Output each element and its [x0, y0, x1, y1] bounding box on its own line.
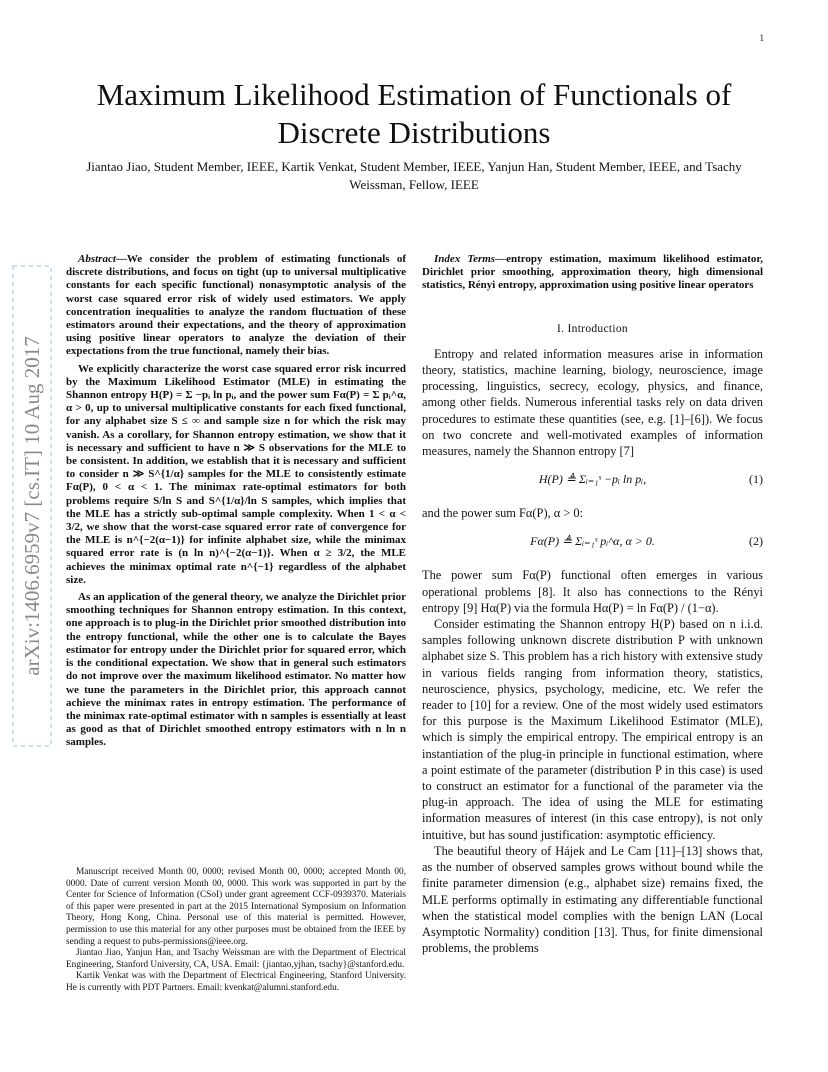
index-terms-label: Index Terms — [434, 253, 496, 265]
equation-2-number: (2) — [749, 534, 763, 549]
footnote-affiliation: Jiantao Jiao, Yanjun Han, and Tsachy Weissman are with the Department of Electrical Engineering, Stanford University, CA, USA. Email: {jiantao,yjhan, tsachy}@stanford.edu. — [66, 948, 406, 970]
abstract-paragraph-3: As an application of the general theory, we analyze the Dirichlet prior smoothing techniques for Shannon entropy estimation. In this context, one approach is to plug-in the Dirichlet prior smoothed distribution into the entropy functional, while the other one is to calculate the Bayes estimator for entropy under the Dirichlet prior for squared error, which is the conditional expectation. We show that in general such estimators do not improve over the maximum likelihood estimator. No matter how we tune the parameters in the Dirichlet prior, this approach cannot achieve the minimax rates in entropy estimation. The performance of the minimax rate-optimal estimator with n samples is essentially at least as good as that of Dirichlet smoothed entropy estimators with n ln n samples. — [66, 591, 406, 749]
intro-paragraph-3: The power sum Fα(P) functional often emerges in various operational problems [8]. It also has connections to the Rényi entropy [9] Hα(P) via the formula Hα(P) = ln Fα(P) / (1−α). — [422, 568, 763, 615]
equation-1-expression: H(P) ≜ Σᵢ₌₁ˢ −pᵢ ln pᵢ, — [538, 472, 647, 487]
intro-paragraph-1: Entropy and related information measures arise in information theory, statistics, machine learning, biology, neuroscience, image processing, linguistics, secrecy, ecology, physics, and finance, among other fields. Numerous inferential tasks rely on data driven procedures to estimate these quantities (see, e.g. [1]–[6]). We focus on two concrete and well-motivated examples of information measures, namely the Shannon entropy [7] — [422, 346, 763, 459]
equation-2-expression: Fα(P) ≜ Σᵢ₌₁ˢ pᵢ^α, α > 0. — [530, 534, 655, 549]
abstract-label: Abstract — [78, 253, 116, 265]
intro-paragraph-2: and the power sum Fα(P), α > 0: — [422, 506, 584, 521]
footnote-venkat: Kartik Venkat was with the Department of Electrical Engineering, Stanford University. He is currently with PDT Partners. Email: kvenkat@alumni.stanford.edu. — [66, 971, 406, 993]
intro-paragraph-4: Consider estimating the Shannon entropy H(P) based on n i.i.d. samples following unknown discrete distribution P with unknown alphabet size S. This problem has a rich history with extensive study in various fields ranging from information theory, statistics, neuroscience, physics, psychology, medicine, etc. We refer the reader to [10] for a review. One of the most widely used estimators for this purpose is the Maximum Likelihood Estimator (MLE), which is simply the empirical entropy. The empirical entropy is an instantiation of the plug-in principle in functional estimation, where a point estimate of the parameter (distribution P in this case) is used to construct an estimator for a functional of the parameter via the plug-in approach. The idea of using the MLE for estimating information measures of interest (in this case entropy), is not only intuitive, but has sound justification: asymptotic efficiency. — [422, 617, 763, 842]
author-list — [60, 158, 768, 194]
arxiv-identifier: arXiv:1406.6959v7 [cs.IT] 10 Aug 2017 — [20, 336, 44, 676]
arxiv-watermark — [12, 265, 52, 747]
page-number: 1 — [759, 33, 764, 43]
abstract-text-1: —We consider the problem of estimating functionals of discrete distributions, and focus on tight (up to universal multiplicative constants for each specific functional) nonasymptotic analysis of the worst case squared error risk of widely used estimators. We apply concentration inequalities to analyze the random fluctuation of these estimators around their expectations, and the theory of approximation using positive linear operators to analyze the deviation of their expectations from the true functional, namely their bias. — [66, 253, 406, 358]
footnote-manuscript: Manuscript received Month 00, 0000; revised Month 00, 0000; accepted Month 00, 0000. Date of current version Month 00, 0000. This work was supported in part by the Center for Science of Information (CSoI) under grant agreement CCF-0939370. Materials of this paper were presented in part at the 2015 International Symposium on Information Theory, Hong Kong, China. Personal use of this material is permitted. However, permission to use this material for any other purposes must be obtained from the IEEE by sending a request to pubs-permissions@ieee.org. — [66, 867, 406, 947]
index-terms — [422, 253, 763, 293]
equation-1 — [422, 465, 763, 499]
intro-paragraph-5: The beautiful theory of Hájek and Le Cam [11]–[13] shows that, as the number of observed samples grows without bound while the finite parameter dimension (e.g., alphabet size) remains fixed, the MLE performs optimally in estimating any differentiable functional when the statistical model complies with the benign LAN (Local Asymptotic Normality) condition [13]. Thus, for finite dimensional problems, the problems — [422, 843, 763, 956]
footnotes — [66, 867, 406, 995]
abstract-column — [66, 253, 406, 754]
index-terms-text: —entropy estimation, maximum likelihood estimator, Dirichlet prior smoothing, approximation theory, high dimensional statistics, Rényi entropy, approximation using positive linear operators — [422, 253, 763, 292]
equation-1-number: (1) — [749, 472, 763, 487]
paper-title: Maximum Likelihood Estimation of Functionals of Discrete Distributions — [96, 77, 732, 150]
body-column — [422, 253, 763, 956]
section-heading: I. Introduction — [557, 322, 628, 335]
equation-2 — [422, 527, 763, 561]
author-line: Jiantao Jiao, Student Member, IEEE, Kartik Venkat, Student Member, IEEE, Yanjun Han, Student Member, IEEE, and Tsachy Weissman, Fellow, IEEE — [86, 159, 742, 192]
abstract-paragraph-1 — [66, 253, 406, 359]
abstract-paragraph-2: We explicitly characterize the worst case squared error risk incurred by the Maximum Likelihood Estimator (MLE) in estimating the Shannon entropy H(P) = Σ −pᵢ ln pᵢ, and the power sum Fα(P) = Σ pᵢ^α, α > 0, up to universal multiplicative constants for each fixed functional, for any alphabet size S ≤ ∞ and sample size n for which the risk may vanish. As a corollary, for Shannon entropy estimation, we show that it is necessary and sufficient to have n ≫ S observations for the MLE to be consistent. In addition, we establish that it is necessary and sufficient to consider n ≫ S^{1/α} samples for the MLE to consistently estimate Fα(P), 0 < α < 1. The minimax rate-optimal estimators for both problems require S/ln S and S^{1/α}/ln S samples, which implies that the MLE has a strictly sub-optimal sample complexity. When 1 < α < 3/2, we show that the worst-case squared error rate of convergence for the MLE is n^{−2(α−1)} for infinite alphabet size, while the minimax squared error rate is (n ln n)^{−2(α−1)}. When α ≥ 3/2, the MLE achieves the minimax optimal rate n^{−1} regardless of the alphabet size. — [66, 362, 406, 586]
